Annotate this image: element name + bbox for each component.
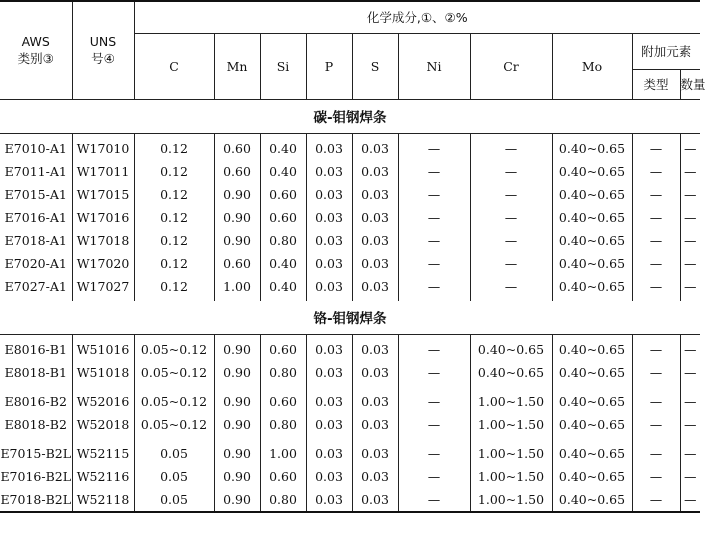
table-cell: —	[680, 206, 700, 229]
col-mo: Mo	[552, 33, 632, 99]
section-title: 铬-钼钢焊条	[0, 301, 700, 335]
table-cell: —	[632, 229, 680, 252]
add-amount-header: 数量	[680, 69, 700, 99]
table-row	[0, 442, 700, 465]
table-cell: —	[398, 413, 470, 436]
table-cell: —	[470, 206, 552, 229]
table-cell: 0.40~0.65	[552, 137, 632, 160]
table-cell: 0.12	[134, 275, 214, 298]
table-cell: 0.03	[352, 442, 398, 465]
table-cell: 0.03	[306, 361, 352, 384]
table-cell: 0.03	[306, 275, 352, 298]
table-row	[0, 160, 700, 183]
table-cell: —	[680, 390, 700, 413]
table-cell: —	[470, 137, 552, 160]
table-cell: 0.90	[214, 390, 260, 413]
table-cell: 0.60	[260, 183, 306, 206]
table-cell: 0.03	[352, 137, 398, 160]
table-cell: —	[680, 229, 700, 252]
table-cell: —	[680, 137, 700, 160]
table-cell: 0.40~0.65	[552, 338, 632, 361]
table-cell: 0.03	[306, 183, 352, 206]
table-row	[0, 275, 700, 298]
table-cell: 0.03	[352, 160, 398, 183]
table-row	[0, 361, 700, 384]
table-row	[0, 465, 700, 488]
table-cell: 0.90	[214, 442, 260, 465]
table-row	[0, 183, 700, 206]
table-cell: —	[398, 361, 470, 384]
table-cell: —	[632, 413, 680, 436]
section-title: 碳-钼钢焊条	[0, 99, 700, 133]
table-cell: 0.40~0.65	[552, 206, 632, 229]
table-cell: 0.40~0.65	[552, 413, 632, 436]
table-cell: 0.05~0.12	[134, 338, 214, 361]
table-cell: —	[680, 442, 700, 465]
table-cell: 0.05	[134, 488, 214, 512]
table-cell: 1.00	[260, 442, 306, 465]
table-cell: 0.40	[260, 252, 306, 275]
table-cell: 0.03	[306, 465, 352, 488]
table-row	[0, 488, 700, 512]
table-cell: 0.12	[134, 252, 214, 275]
table-cell: E7010-A1	[4, 140, 67, 156]
table-cell: —	[470, 275, 552, 298]
section-header-row	[0, 99, 700, 133]
table-cell: —	[632, 390, 680, 413]
table-cell: 0.80	[260, 361, 306, 384]
col-cr: Cr	[470, 33, 552, 99]
table-cell: —	[632, 252, 680, 275]
table-cell: —	[470, 160, 552, 183]
table-cell: 0.60	[260, 338, 306, 361]
table-cell: 0.40	[260, 137, 306, 160]
table-cell: 0.40~0.65	[552, 390, 632, 413]
table-cell: 0.12	[134, 160, 214, 183]
table-cell: —	[680, 488, 700, 512]
section-header-row	[0, 301, 700, 335]
table-row	[0, 229, 700, 252]
table-cell: 0.60	[260, 206, 306, 229]
table-cell: W17016	[72, 206, 134, 229]
table-cell: 0.90	[214, 183, 260, 206]
table-cell: E7016-A1	[4, 209, 67, 225]
table-cell: 0.05~0.12	[134, 413, 214, 436]
table-cell: 0.80	[260, 413, 306, 436]
aws-header: AWS 类别③	[0, 1, 72, 99]
table-cell: 0.90	[214, 206, 260, 229]
table-cell: 0.40~0.65	[470, 361, 552, 384]
table-cell: —	[398, 183, 470, 206]
table-cell: W52116	[72, 465, 134, 488]
table-cell: —	[632, 183, 680, 206]
table-cell: 0.60	[260, 390, 306, 413]
table-cell: W17015	[72, 183, 134, 206]
table-cell: —	[398, 442, 470, 465]
table-cell: 0.40~0.65	[470, 338, 552, 361]
table-cell: —	[680, 413, 700, 436]
table-cell: W17020	[72, 252, 134, 275]
table-cell: E7011-A1	[4, 163, 67, 179]
additional-elements-header: 附加元素	[632, 33, 700, 69]
table-cell: E7020-A1	[4, 255, 67, 271]
table-cell: 0.03	[306, 390, 352, 413]
table-cell: 0.03	[352, 183, 398, 206]
table-cell: 1.00~1.50	[470, 390, 552, 413]
table-cell: —	[398, 206, 470, 229]
table-cell: 0.40~0.65	[552, 488, 632, 512]
table-cell: —	[632, 338, 680, 361]
table-cell: W52115	[72, 442, 134, 465]
table-cell: —	[680, 465, 700, 488]
table-cell: —	[632, 442, 680, 465]
col-ni: Ni	[398, 33, 470, 99]
table-cell: 1.00	[214, 275, 260, 298]
table-cell: 0.90	[214, 465, 260, 488]
table-cell: 0.03	[306, 252, 352, 275]
table-cell: 0.03	[306, 160, 352, 183]
table-cell: E7018-B2L	[0, 488, 72, 512]
table-cell: 0.80	[260, 488, 306, 512]
table-row	[0, 252, 700, 275]
table-cell: E8016-B2	[4, 393, 67, 409]
table-cell: —	[398, 338, 470, 361]
table-cell: 0.03	[306, 413, 352, 436]
table-row	[0, 338, 700, 361]
table-cell: —	[632, 206, 680, 229]
table-cell: 1.00~1.50	[470, 442, 552, 465]
table-cell: 0.03	[352, 252, 398, 275]
table-cell: 0.03	[306, 442, 352, 465]
table-cell: 0.40~0.65	[552, 275, 632, 298]
table-cell: —	[680, 160, 700, 183]
table-cell: W51016	[72, 338, 134, 361]
table-cell: E8016-B1	[4, 341, 67, 357]
table-cell: E7027-A1	[4, 278, 67, 294]
table-cell: 0.40~0.65	[552, 160, 632, 183]
col-si: Si	[260, 33, 306, 99]
table-cell: 0.05	[134, 465, 214, 488]
table-cell: 0.40~0.65	[552, 361, 632, 384]
table-cell: E7018-A1	[4, 232, 67, 248]
table-cell: —	[470, 183, 552, 206]
table-cell: 0.40	[260, 275, 306, 298]
table-cell: —	[398, 465, 470, 488]
uns-header: UNS 号④	[72, 1, 134, 99]
col-s: S	[352, 33, 398, 99]
table-cell: 0.03	[352, 465, 398, 488]
table-cell: 0.12	[134, 183, 214, 206]
table-cell: —	[632, 275, 680, 298]
table-cell: 0.60	[214, 252, 260, 275]
table-cell: 0.03	[306, 488, 352, 512]
add-type-header: 类型	[632, 69, 680, 99]
table-cell: 0.40~0.65	[552, 465, 632, 488]
table-cell: W52118	[72, 488, 134, 512]
table-cell: —	[680, 252, 700, 275]
table-cell: 0.60	[214, 137, 260, 160]
table-cell: 0.03	[352, 275, 398, 298]
table-cell: 0.03	[352, 206, 398, 229]
table-cell: —	[470, 252, 552, 275]
table-cell: —	[632, 361, 680, 384]
table-cell: 0.03	[306, 137, 352, 160]
table-cell: —	[398, 275, 470, 298]
table-cell: E7015-B2L	[0, 445, 72, 461]
table-row	[0, 206, 700, 229]
table-cell: —	[680, 183, 700, 206]
table-cell: —	[398, 390, 470, 413]
table-cell: 0.40~0.65	[552, 183, 632, 206]
table-cell: 1.00~1.50	[470, 413, 552, 436]
col-p: P	[306, 33, 352, 99]
table-cell: 0.90	[214, 488, 260, 512]
table-cell: 0.60	[260, 465, 306, 488]
table-cell: 0.03	[306, 229, 352, 252]
table-cell: W17027	[72, 275, 134, 298]
table-cell: E7015-A1	[4, 186, 67, 202]
table-cell: W17010	[72, 137, 134, 160]
table-cell: 1.00~1.50	[470, 488, 552, 512]
table-body	[0, 99, 700, 512]
table-cell: E8018-B2	[4, 416, 67, 432]
table-cell: —	[398, 160, 470, 183]
table-cell: W52016	[72, 390, 134, 413]
table-cell: 0.03	[352, 390, 398, 413]
table-cell: 0.90	[214, 413, 260, 436]
table-cell: —	[398, 488, 470, 512]
table-cell: —	[398, 137, 470, 160]
table-cell: W17011	[72, 160, 134, 183]
table-cell: —	[632, 137, 680, 160]
table-cell: 0.05~0.12	[134, 361, 214, 384]
col-mn: Mn	[214, 33, 260, 99]
table-cell: —	[680, 275, 700, 298]
table-row	[0, 137, 700, 160]
table-cell: 0.03	[352, 229, 398, 252]
table-cell: E8018-B1	[4, 364, 67, 380]
table-cell: 0.12	[134, 137, 214, 160]
table-row	[0, 413, 700, 436]
table-cell: 0.03	[352, 413, 398, 436]
table-cell: 0.05	[134, 442, 214, 465]
table-cell: 0.40~0.65	[552, 229, 632, 252]
table-cell: 0.05~0.12	[134, 390, 214, 413]
table-cell: 0.40	[260, 160, 306, 183]
table-cell: W52018	[72, 413, 134, 436]
table-cell: 0.12	[134, 206, 214, 229]
table-cell: 0.03	[352, 338, 398, 361]
table-cell: 0.90	[214, 229, 260, 252]
table-cell: 0.03	[306, 206, 352, 229]
table-cell: —	[398, 229, 470, 252]
table-cell: —	[680, 361, 700, 384]
table-cell: —	[398, 252, 470, 275]
table-cell: 0.90	[214, 361, 260, 384]
table-cell: —	[632, 465, 680, 488]
chem-composition-header: 化学成分,①、②%	[134, 1, 700, 33]
table-cell: —	[632, 488, 680, 512]
table-cell: —	[680, 338, 700, 361]
table-cell: 0.40~0.65	[552, 442, 632, 465]
table-cell: 0.03	[352, 488, 398, 512]
table-cell: 0.12	[134, 229, 214, 252]
col-c: C	[134, 33, 214, 99]
table-cell: 0.60	[214, 160, 260, 183]
table-cell: W51018	[72, 361, 134, 384]
table-cell: E7016-B2L	[0, 468, 72, 484]
table-cell: 1.00~1.50	[470, 465, 552, 488]
table-cell: 0.80	[260, 229, 306, 252]
table-cell: 0.03	[352, 361, 398, 384]
table-cell: 0.90	[214, 338, 260, 361]
table-cell: W17018	[72, 229, 134, 252]
table-cell: 0.40~0.65	[552, 252, 632, 275]
table-cell: —	[470, 229, 552, 252]
table-cell: 0.03	[306, 338, 352, 361]
table-row	[0, 390, 700, 413]
table-cell: —	[632, 160, 680, 183]
